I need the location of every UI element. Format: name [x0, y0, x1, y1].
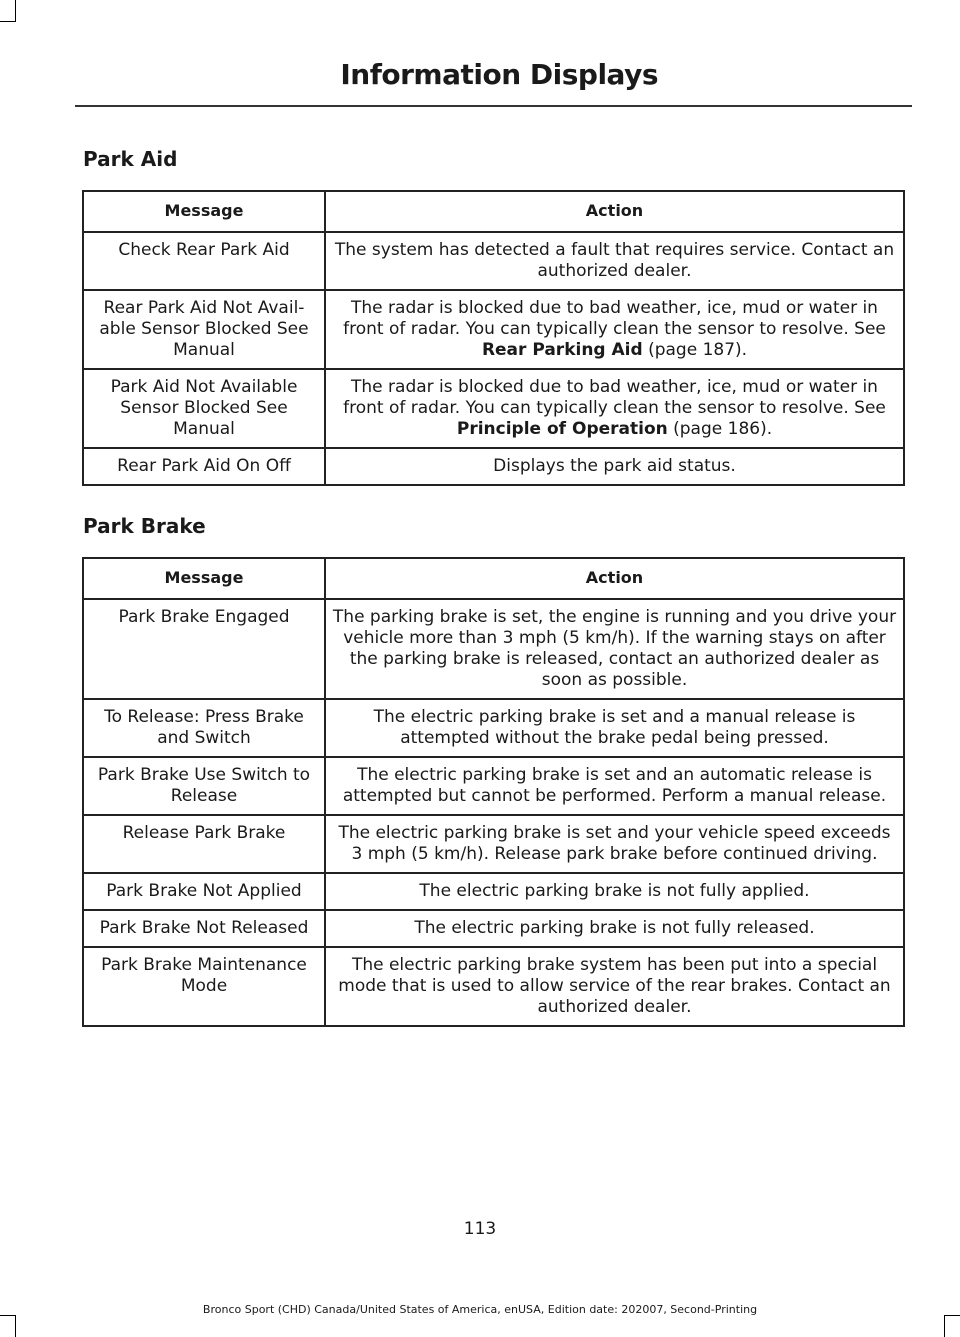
message-cell: Check Rear Park Aid	[83, 232, 325, 290]
crop-mark	[15, 0, 16, 22]
edition-footer: Bronco Sport (CHD) Canada/United States of America, enUSA, Edition date: 202007, Second-Printing	[202, 1303, 758, 1316]
table-row	[83, 910, 904, 947]
table-header-row	[83, 558, 904, 599]
park-brake-table	[82, 557, 905, 1027]
title-divider	[75, 105, 912, 107]
cross-reference-link[interactable]: Rear Parking Aid	[481, 340, 643, 360]
column-header-action: Action	[325, 558, 904, 599]
table-row	[83, 369, 904, 448]
crop-mark	[0, 21, 16, 22]
message-cell: Park Aid Not Available Sensor Blocked See Manual	[83, 369, 325, 448]
table-row	[83, 699, 904, 757]
message-cell: To Release: Press Brake and Switch	[83, 699, 325, 757]
action-cell	[325, 290, 904, 369]
action-cell: The parking brake is set, the engine is running and you drive your vehicle more than 3 mph (5 km/h). If the warning stays on after the parking brake is released, contact an authorized dealer as soon as possible.	[325, 599, 904, 699]
message-cell: Park Brake Not Applied	[83, 873, 325, 910]
action-cell: The electric parking brake is set and a manual release is attempted without the brake pedal being pressed.	[325, 699, 904, 757]
action-cell: The electric parking brake is not fully released.	[325, 910, 904, 947]
message-cell: Release Park Brake	[83, 815, 325, 873]
park-brake-heading: Park Brake	[83, 514, 206, 538]
action-cell: The electric parking brake system has been put into a special mode that is used to allow service of the rear brakes. Contact an authorized dealer.	[325, 947, 904, 1026]
column-header-action: Action	[325, 191, 904, 232]
action-cell: The electric parking brake is not fully applied.	[325, 873, 904, 910]
page-title: Information Displays	[340, 58, 658, 91]
table-row	[83, 290, 904, 369]
action-cell: The electric parking brake is set and an automatic release is attempted but cannot be performed. Perform a manual release.	[325, 757, 904, 815]
column-header-message: Message	[83, 191, 325, 232]
action-cell	[325, 369, 904, 448]
action-cell: Displays the park aid status.	[325, 448, 904, 485]
table-row	[83, 815, 904, 873]
crop-mark	[15, 1315, 16, 1337]
table-row	[83, 947, 904, 1026]
action-text: The radar is blocked due to bad weather, ice, mud or water in front of radar. You can typically clean the sensor to resolve. See	[343, 298, 886, 339]
page-number: 113	[463, 1219, 497, 1239]
page-reference: (page 187).	[642, 340, 748, 360]
table-row	[83, 757, 904, 815]
table-row	[83, 599, 904, 699]
message-cell: Rear Park Aid On Off	[83, 448, 325, 485]
table-row	[83, 232, 904, 290]
message-cell: Park Brake Use Switch to Release	[83, 757, 325, 815]
park-aid-heading: Park Aid	[83, 147, 178, 171]
table-row	[83, 448, 904, 485]
action-cell: The system has detected a fault that requires service. Contact an authorized dealer.	[325, 232, 904, 290]
message-cell: Park Brake Engaged	[83, 599, 325, 699]
table-row	[83, 873, 904, 910]
cross-reference-link[interactable]: Principle of Operation	[456, 419, 668, 439]
message-cell: Rear Park Aid Not Avail-able Sensor Blocked See Manual	[83, 290, 325, 369]
table-header-row	[83, 191, 904, 232]
park-aid-table	[82, 190, 905, 486]
page-reference: (page 186).	[667, 419, 773, 439]
crop-mark	[944, 1315, 945, 1337]
action-text: The radar is blocked due to bad weather, ice, mud or water in front of radar. You can typically clean the sensor to resolve. See	[343, 377, 886, 418]
column-header-message: Message	[83, 558, 325, 599]
action-cell: The electric parking brake is set and your vehicle speed exceeds 3 mph (5 km/h). Release park brake before continued driving.	[325, 815, 904, 873]
message-cell: Park Brake Not Released	[83, 910, 325, 947]
message-cell: Park Brake Maintenance Mode	[83, 947, 325, 1026]
